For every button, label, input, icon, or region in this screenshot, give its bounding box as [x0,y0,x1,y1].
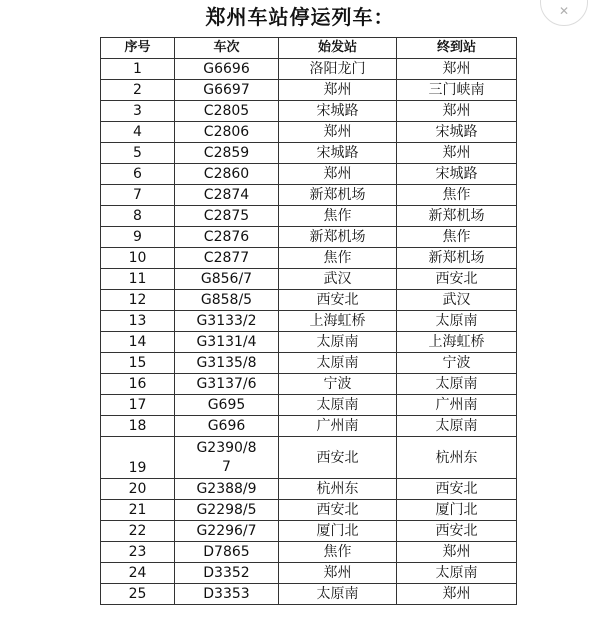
cell-index: 3 [101,101,175,122]
cell-destination: 郑州 [397,542,517,563]
cell-origin: 西安北 [279,437,397,479]
table-row [101,290,517,311]
cell-index: 1 [101,59,175,80]
table-row [101,395,517,416]
table-row [101,80,517,101]
cell-index: 19 [101,437,175,479]
table-row [101,479,517,500]
cell-origin: 郑州 [279,563,397,584]
cell-destination: 太原南 [397,416,517,437]
cell-index: 5 [101,143,175,164]
cell-train-number: G2298/5 [175,500,279,521]
cell-train-number: G3137/6 [175,374,279,395]
table-row [101,248,517,269]
cell-destination: 西安北 [397,521,517,542]
table-row [101,206,517,227]
cell-index: 9 [101,227,175,248]
table-row [101,353,517,374]
cell-origin: 西安北 [279,290,397,311]
cell-destination: 郑州 [397,143,517,164]
cell-train-number: D3352 [175,563,279,584]
cell-index: 11 [101,269,175,290]
cell-origin: 焦作 [279,206,397,227]
header-origin-station: 始发站 [279,38,397,59]
cell-destination: 宋城路 [397,122,517,143]
cell-train-number: D3353 [175,584,279,605]
cell-train-number: C2805 [175,101,279,122]
cell-index: 22 [101,521,175,542]
suspended-trains-table [100,37,517,605]
cell-origin: 太原南 [279,584,397,605]
cell-origin: 焦作 [279,542,397,563]
cell-train-number: G3133/2 [175,311,279,332]
cell-origin: 焦作 [279,248,397,269]
table-row [101,59,517,80]
cell-destination: 西安北 [397,269,517,290]
cell-train-number: D7865 [175,542,279,563]
table-row [101,374,517,395]
cell-index: 7 [101,185,175,206]
cell-train-number: G2388/9 [175,479,279,500]
table-row [101,416,517,437]
cell-train-number: G3131/4 [175,332,279,353]
cell-origin: 武汉 [279,269,397,290]
cell-destination: 太原南 [397,374,517,395]
cell-train-number: G858/5 [175,290,279,311]
cell-index: 18 [101,416,175,437]
cell-index: 25 [101,584,175,605]
header-index: 序号 [101,38,175,59]
cell-destination: 广州南 [397,395,517,416]
table-row [101,332,517,353]
table-row [101,584,517,605]
cell-train-number: C2859 [175,143,279,164]
cell-destination: 焦作 [397,227,517,248]
cell-train-number: C2874 [175,185,279,206]
cell-index: 15 [101,353,175,374]
cell-destination: 焦作 [397,185,517,206]
cell-origin: 新郑机场 [279,185,397,206]
cell-train-number: C2806 [175,122,279,143]
cell-destination: 郑州 [397,584,517,605]
cell-train-number: G2296/7 [175,521,279,542]
cell-destination: 上海虹桥 [397,332,517,353]
cell-train-number: G3135/8 [175,353,279,374]
table-row [101,437,517,479]
cell-index: 6 [101,164,175,185]
cell-index: 16 [101,374,175,395]
cell-origin: 上海虹桥 [279,311,397,332]
cell-origin: 广州南 [279,416,397,437]
cell-destination: 厦门北 [397,500,517,521]
table-header-row [101,38,517,59]
table-row [101,269,517,290]
cell-origin: 郑州 [279,164,397,185]
cell-index: 2 [101,80,175,101]
cell-destination: 杭州东 [397,437,517,479]
cell-index: 8 [101,206,175,227]
table-row [101,143,517,164]
cell-origin: 厦门北 [279,521,397,542]
cell-destination: 郑州 [397,101,517,122]
cell-train-number: C2860 [175,164,279,185]
table-row [101,101,517,122]
cell-destination: 新郑机场 [397,206,517,227]
table-row [101,122,517,143]
cell-train-number: G856/7 [175,269,279,290]
cell-index: 17 [101,395,175,416]
cell-index: 14 [101,332,175,353]
cell-origin: 新郑机场 [279,227,397,248]
cell-train-number: C2876 [175,227,279,248]
table-row [101,185,517,206]
cell-destination: 新郑机场 [397,248,517,269]
cell-train-number: C2877 [175,248,279,269]
cell-train-number: G6696 [175,59,279,80]
close-icon: ✕ [559,4,570,18]
cell-train-number: C2875 [175,206,279,227]
page-title: 郑州车站停运列车： [205,5,395,29]
cell-destination: 武汉 [397,290,517,311]
cell-origin: 宋城路 [279,143,397,164]
cell-train-number: G696 [175,416,279,437]
cell-origin: 宋城路 [279,101,397,122]
cell-destination: 郑州 [397,59,517,80]
cell-index: 10 [101,248,175,269]
cell-destination: 宋城路 [397,164,517,185]
cell-destination: 宁波 [397,353,517,374]
cell-origin: 西安北 [279,500,397,521]
cell-train-number: G6697 [175,80,279,101]
cell-index: 21 [101,500,175,521]
table-row [101,500,517,521]
cell-destination: 三门峡南 [397,80,517,101]
cell-origin: 太原南 [279,395,397,416]
cell-train-number: G695 [175,395,279,416]
cell-destination: 太原南 [397,311,517,332]
cell-origin: 太原南 [279,353,397,374]
cell-index: 24 [101,563,175,584]
cell-index: 20 [101,479,175,500]
cell-origin: 郑州 [279,80,397,101]
cell-index: 23 [101,542,175,563]
cell-origin: 宁波 [279,374,397,395]
header-destination-station: 终到站 [397,38,517,59]
cell-index: 4 [101,122,175,143]
cell-index: 12 [101,290,175,311]
cell-origin: 洛阳龙门 [279,59,397,80]
header-train-number: 车次 [175,38,279,59]
cell-origin: 杭州东 [279,479,397,500]
table-row [101,164,517,185]
cell-origin: 太原南 [279,332,397,353]
cell-destination: 西安北 [397,479,517,500]
table-row [101,563,517,584]
cell-origin: 郑州 [279,122,397,143]
cell-destination: 太原南 [397,563,517,584]
table-row [101,542,517,563]
table-row [101,227,517,248]
table-row [101,311,517,332]
cell-index: 13 [101,311,175,332]
cell-train-number: G2390/8 7 [175,437,279,479]
table-row [101,521,517,542]
